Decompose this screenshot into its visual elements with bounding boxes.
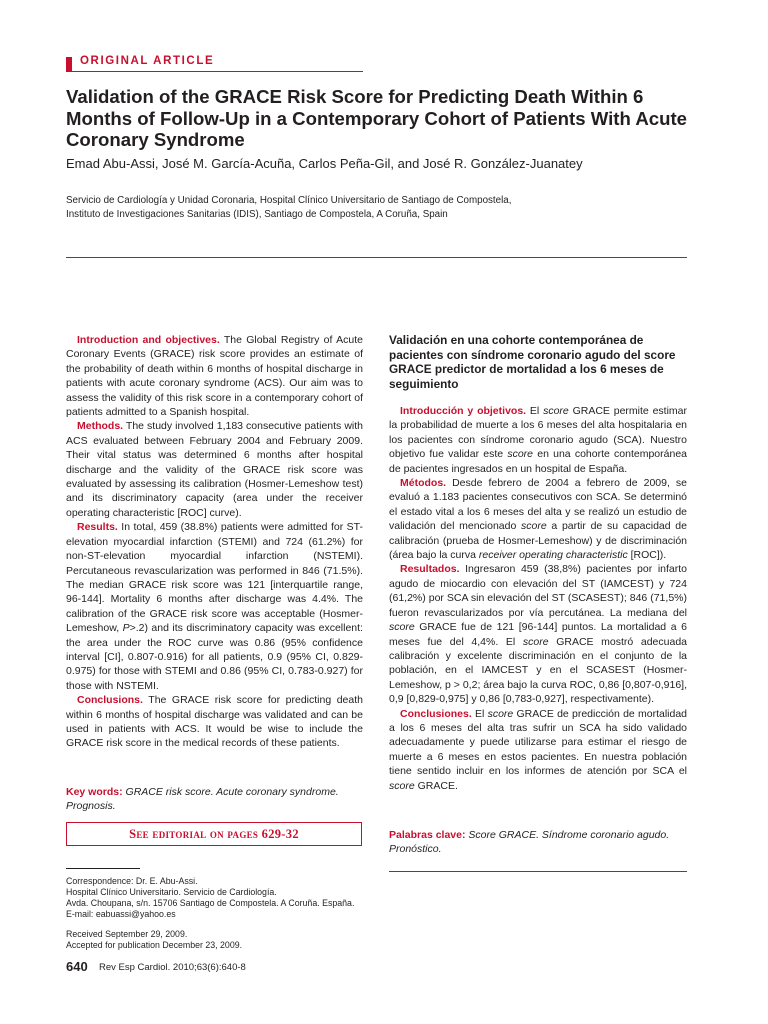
submission-dates — [66, 929, 366, 951]
spanish-title: Validación en una cohorte contemporánea de pacientes con síndrome coronario agudo del score GRACE predictor de mortalidad a los 6 meses de seguimiento — [389, 333, 676, 392]
received-date: Received September 29, 2009. — [66, 929, 188, 939]
column-end-rule — [389, 871, 687, 872]
abstract-intro-text: The Global Registry of Acute Coronary Events (GRACE) risk score provides an estimate of the probability of death within 6 months of hospital discharge in patients with acute coronary syndrome (ACS). Our aim was to assess the validity of this risk score in a contemporary cohort of patients admitted to a Spanish hospital. — [66, 334, 363, 419]
affiliation-line: Instituto de Investigaciones Sanitarias (IDIS), Santiago de Compostela, A Coruña, Spain — [66, 209, 448, 220]
resumen-text: GRACE permite estimar la probabilidad de muerte a los 6 meses del alta hospitalaria en los pacientes con síndrome coronario agudo (SCA). Nuestro objetivo fue validar este — [389, 405, 687, 461]
resumen-conclusions — [389, 707, 687, 793]
section-marker — [66, 57, 72, 71]
score-term: score — [487, 707, 514, 720]
abstract-results-label: Results. — [77, 521, 118, 534]
score-term: score — [389, 621, 415, 634]
resumen-text: GRACE fue de 121 [96-144] puntos. La mortalidad a 6 meses fue del 4,4%. El — [389, 621, 687, 648]
resumen-text: GRACE mostró adecuada calibración y excelente discriminación en el conjunto de la población, en el IAMCEST y en el SCASEST (Hosmer-Lemeshow, p > 0,2; área bajo la curva ROC, 0,86 [0,807-0,916], 0,9 [0,829-0,975] y 0,86 [0,783-0,927], respectivamente). — [389, 635, 688, 706]
keywords-spanish — [389, 828, 687, 857]
correspondence-email[interactable]: E-mail: eabuassi@yahoo.es — [66, 909, 176, 919]
resumen-text: GRACE de predicción de mortalidad a los 6 meses del alta tras sufrir un SCA ha sido validado adecuadamente y puede utilizarse para estimar el riesgo de muerte a 6 meses en estos pacientes. En nuestra población tiene sentido incluir en los informes de atención por SCA el — [389, 707, 688, 778]
abstract-results — [66, 520, 363, 693]
abstract-intro-label: Introduction and objectives. — [77, 334, 220, 346]
affiliation-line: Servicio de Cardiología y Unidad Coronaria, Hospital Clínico Universitario de Santiago de Compostela, — [66, 195, 512, 206]
journal-citation: Rev Esp Cardiol. 2010;63(6):640-8 — [99, 962, 246, 973]
section-divider — [66, 257, 687, 258]
p-value-symbol: P — [122, 622, 130, 635]
keywords-english — [66, 785, 363, 814]
header-rule — [66, 71, 363, 72]
resumen-text: El — [471, 707, 488, 720]
resumen-text: a partir de su capacidad de calibración (prueba de Hosmer-Lemeshow) y de discriminación (área bajo la curva — [389, 520, 687, 562]
abstract-methods-text: The study involved 1,183 consecutive patients with ACS evaluated between February 2004 and February 2009. Their vital status was determined 6 months after hospital discharge and the validity of the GRACE risk score was evaluated by assessing its calibration (Hosmer-Lemeshow test) and its discriminatory capacity (area under the receiver operating characteristic [ROC] curve). — [66, 420, 363, 519]
affiliation — [66, 194, 511, 222]
correspondence — [66, 876, 366, 920]
resumen-intro-label: Introducción y objetivos. — [400, 405, 527, 417]
author-list: Emad Abu-Assi, José M. García-Acuña, Carlos Peña-Gil, and José R. González-Juanatey — [66, 156, 583, 171]
resumen-text: GRACE. — [414, 779, 458, 792]
resumen-methods-label: Métodos. — [400, 477, 447, 490]
abstract-conclusions — [66, 693, 363, 751]
abstract-results-text: >.2) and its discriminatory capacity was excellent: the area under the ROC curve was 0.86 (95% confidence interval [CI], 0.807-0.916) for all patients, 0.9 (95% CI, 0.829-0.975) for those with STEMI and 0.86 (95% CI, 0.783-0.927) for those with NSTEMI. — [66, 622, 363, 692]
palabras-clave-text: Score GRACE. Síndrome coronario agudo. Pronóstico. — [389, 829, 670, 856]
resumen-text: [ROC]). — [627, 549, 667, 562]
abstract-english — [66, 333, 363, 751]
resumen-results-label: Resultados. — [400, 563, 460, 576]
abstract-results-text: In total, 459 (38.8%) patients were admitted for ST-elevation myocardial infarction (STEMI) and 724 (61.2%) for non-ST-elevation myocardial infarction (NSTEMI). Percutaneous revascularization was performed in 846 (71.5%). The median GRACE risk score was 121 [interquartile range, 96-144]. Mortality 6 months after discharge was 4.4%. The calibration of the GRACE risk score was acceptable (Hosmer-Lemeshow, — [66, 521, 363, 635]
correspondence-line: Correspondence: Dr. E. Abu-Assi. — [66, 876, 198, 886]
accepted-date: Accepted for publication December 23, 2009. — [66, 940, 243, 950]
abstract-methods — [66, 419, 363, 520]
score-term: score — [543, 405, 569, 417]
resumen-text: Ingresaron 459 (38,8%) pacientes por infarto agudo de miocardio con elevación del ST (IAMCEST) y 724 (61,2%) por SCA sin elevación del ST (SCASEST); 846 (71,5%) fueron revascularizados por vía percutánea. La mediana del — [389, 563, 687, 619]
abstract-conclusions-label: Conclusions. — [77, 694, 143, 707]
abstract-intro — [66, 333, 363, 419]
score-term: score — [522, 635, 549, 648]
score-term: score — [389, 779, 415, 792]
keywords-label: Key words: — [66, 786, 123, 798]
editorial-link-box[interactable] — [66, 822, 362, 846]
roc-term: receiver operating characteristic — [478, 549, 628, 562]
article-title: Validation of the GRACE Risk Score for Predicting Death Within 6 Months of Follow-Up in a Contemporary Cohort of Patients With Acute Coronary Syndrome — [66, 86, 687, 150]
abstract-methods-label: Methods. — [77, 420, 124, 433]
page-number: 640 — [66, 959, 88, 974]
resumen-conclusions-label: Conclusiones. — [400, 707, 472, 720]
resumen-results — [389, 562, 687, 706]
resumen-text: en una cohorte contemporánea de pacientes ingresados en un hospital de España. — [389, 448, 687, 475]
resumen-methods — [389, 476, 687, 562]
palabras-clave-label: Palabras clave: — [389, 829, 466, 841]
score-term: score — [521, 520, 547, 533]
resumen-text: El — [526, 405, 544, 417]
score-term: score — [507, 448, 534, 461]
footnote-rule — [66, 868, 140, 869]
editorial-link[interactable]: See editorial on pages 629-32 — [129, 826, 299, 841]
abstract-spanish — [389, 404, 687, 793]
keywords-text: GRACE risk score. Acute coronary syndrome. Prognosis. — [66, 786, 339, 813]
correspondence-line: Avda. Choupana, s/n. 15706 Santiago de Compostela. A Coruña. España. — [66, 898, 355, 908]
abstract-conclusions-text: The GRACE risk score for predicting death within 6 months of hospital discharge was validated and can be used in patients with ACS. It would be wise to include the GRACE risk score in the medical records of these patients. — [66, 694, 363, 750]
section-label: ORIGINAL ARTICLE — [80, 55, 215, 67]
resumen-text: Desde febrero de 2004 a febrero de 2009, se evaluó a 1.183 pacientes consecutivos con SCA. Se determinó el estado vital a los 6 meses del alta y se realizó un estudio de validación del mencionado — [389, 477, 687, 533]
resumen-intro — [389, 404, 687, 476]
correspondence-line: Hospital Clínico Universitario. Servicio de Cardiología. — [66, 887, 277, 897]
